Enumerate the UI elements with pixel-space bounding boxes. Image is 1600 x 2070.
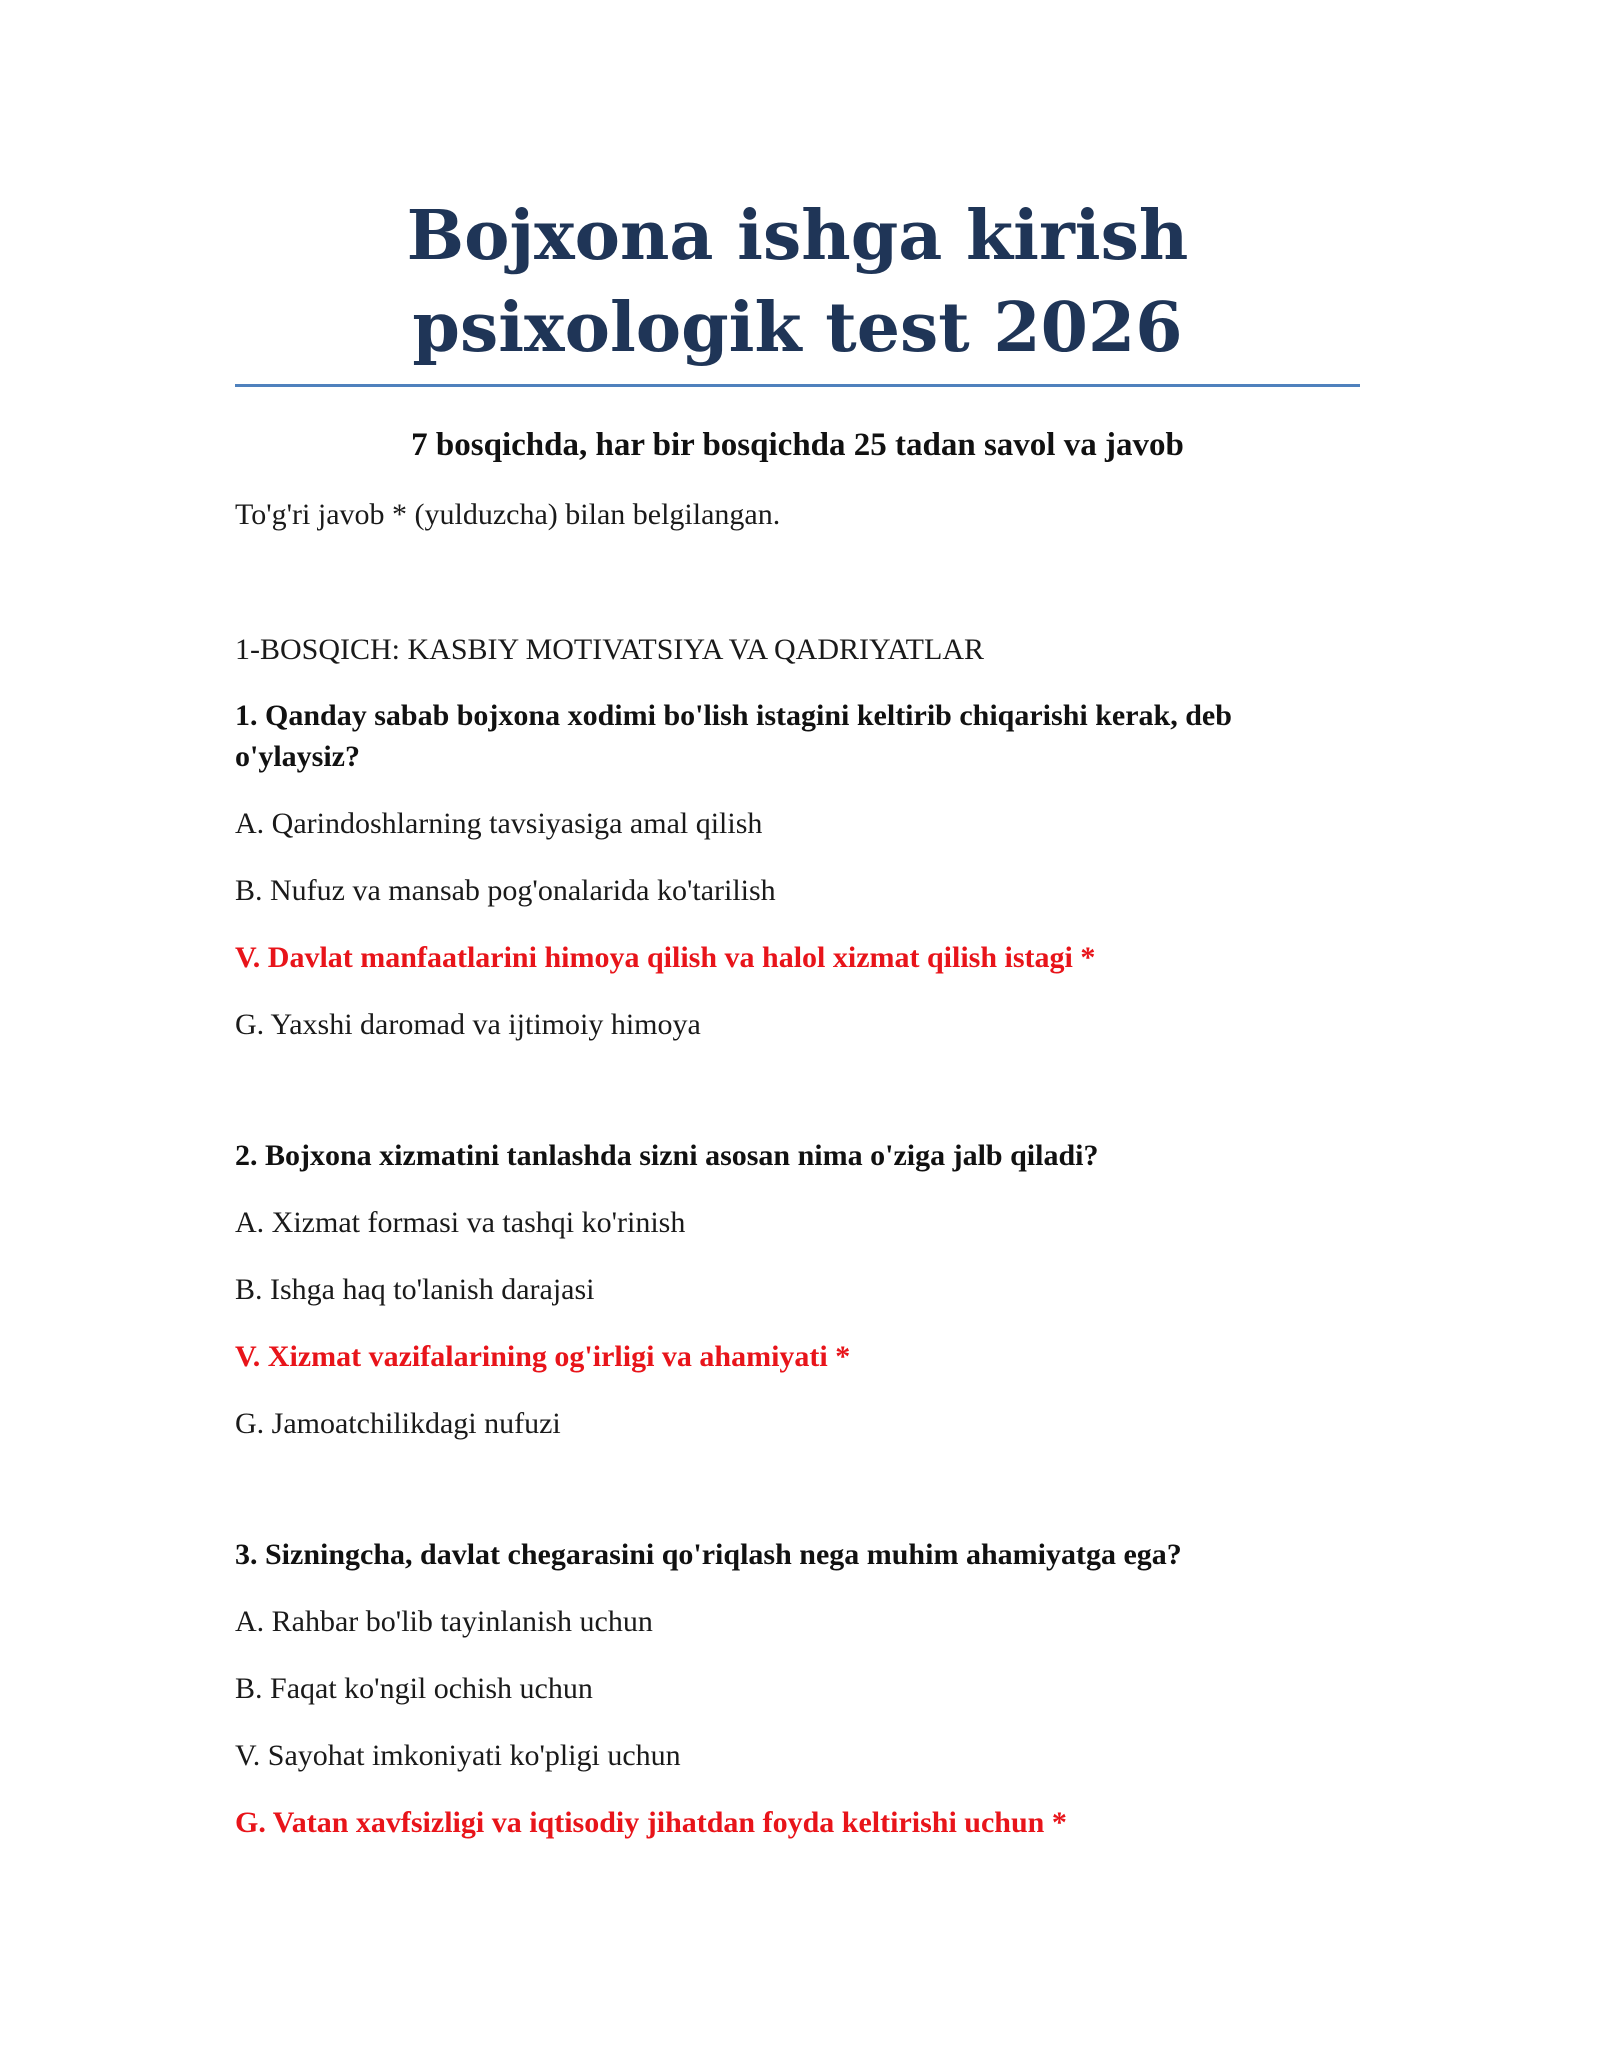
question-text: 1. Qanday sabab bojxona xodimi bo'lish istagini keltirib chiqarishi kerak, deb o'ylaysiz?	[235, 699, 1232, 773]
document-subtitle: 7 bosqichda, har bir bosqichda 25 tadan savol va javob	[411, 427, 1184, 463]
answer-option: B. Faqat ko'ngil ochish uchun	[235, 1672, 593, 1705]
answer-option: G. Jamoatchilikdagi nufuzi	[235, 1407, 561, 1440]
answer-key-note: To'g'ri javob * (yulduzcha) bilan belgilangan.	[235, 498, 781, 531]
question-separator	[235, 1045, 1360, 1110]
answer-option: A. Xizmat formasi va tashqi ko'rinish	[235, 1206, 686, 1239]
answer-option: B. Nufuz va mansab pog'onalarida ko'tarilish	[235, 874, 776, 907]
answer-option: V. Sayohat imkoniyati ko'pligi uchun	[235, 1739, 681, 1772]
question-text: 2. Bojxona xizmatini tanlashda sizni asosan nima o'ziga jalb qiladi?	[235, 1139, 1099, 1172]
question-block	[235, 1135, 1360, 1444]
stage-heading: 1-BOSQICH: KASBIY MOTIVATSIYA VA QADRIYATLAR	[235, 633, 984, 666]
answer-option-correct: V. Xizmat vazifalarining og'irligi va ahamiyati *	[235, 1340, 851, 1373]
answer-option-correct: G. Vatan xavfsizligi va iqtisodiy jihatdan foyda keltirishi uchun *	[235, 1806, 1067, 1839]
document-page	[235, 190, 1360, 1843]
question-text: 3. Sizningcha, davlat chegarasini qo'riqlash nega muhim ahamiyatga ega?	[235, 1538, 1182, 1571]
answer-option: B. Ishga haq to'lanish darajasi	[235, 1273, 595, 1306]
document-title: Bojxona ishga kirish psixologik test 2026	[235, 190, 1360, 387]
answer-option: G. Yaxshi daromad va ijtimoiy himoya	[235, 1008, 701, 1041]
answer-option-correct: V. Davlat manfaatlarini himoya qilish va halol xizmat qilish istagi *	[235, 941, 1096, 974]
question-block	[235, 1534, 1360, 1843]
answer-option: A. Rahbar bo'lib tayinlanish uchun	[235, 1605, 653, 1638]
question-block	[235, 695, 1360, 1045]
answer-option: A. Qarindoshlarning tavsiyasiga amal qilish	[235, 807, 763, 840]
question-separator	[235, 1444, 1360, 1509]
